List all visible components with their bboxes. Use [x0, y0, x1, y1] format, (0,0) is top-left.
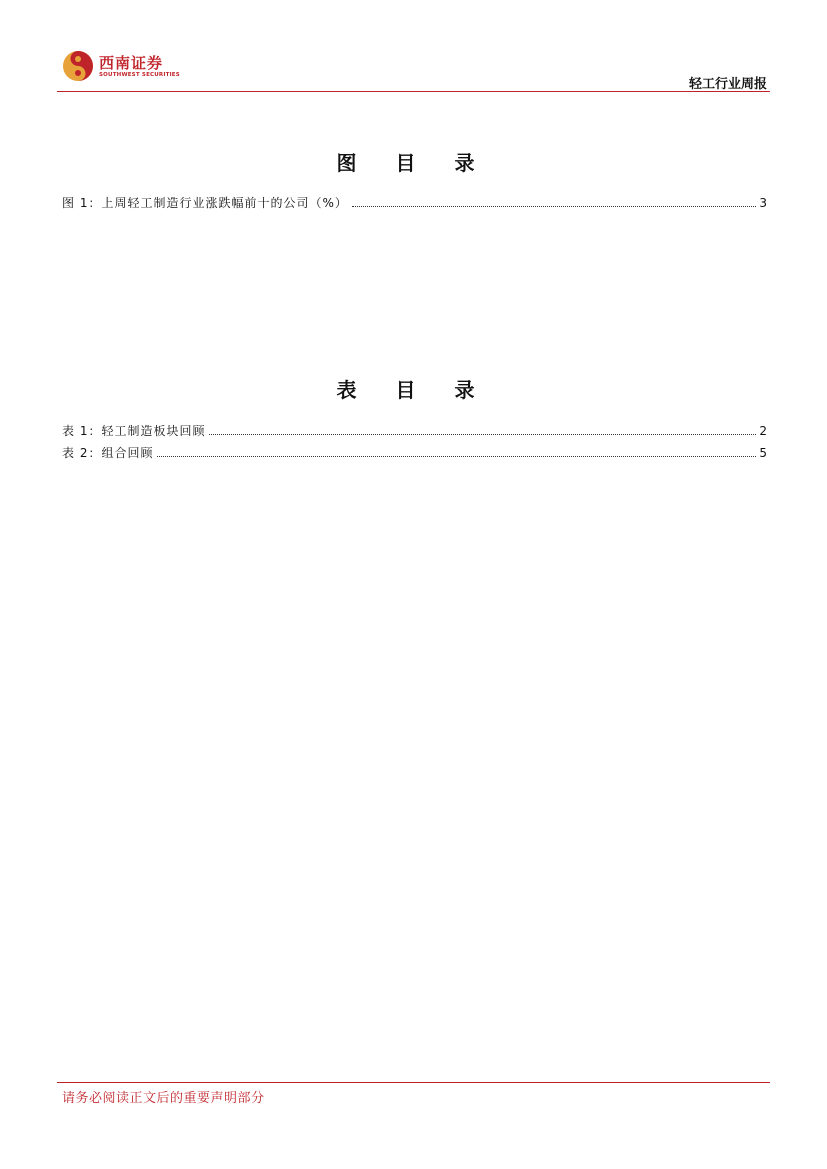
toc-entry-label: 图 1：上周轻工制造行业涨跌幅前十的公司（%） [62, 196, 348, 210]
company-logo [62, 50, 180, 82]
toc-page-number: 2 [759, 424, 767, 438]
figures-toc-title: 图 目 录 [336, 151, 491, 175]
tables-toc-title: 表 目 录 [336, 378, 491, 402]
toc-entry-label: 表 1：轻工制造板块回顾 [62, 424, 206, 438]
footer-disclaimer: 请务必阅读正文后的重要声明部分 [62, 1091, 265, 1106]
logo-english-name: SOUTHWEST SECURITIES [99, 71, 180, 78]
toc-entry-table-2[interactable] [62, 445, 767, 461]
page-header [0, 0, 827, 100]
toc-page-number: 3 [759, 196, 767, 210]
toc-leader-dots [352, 206, 757, 207]
report-type-label: 轻工行业周报 [688, 77, 767, 92]
toc-page-number: 5 [759, 446, 767, 460]
toc-entry-label: 表 2：组合回顾 [62, 446, 154, 460]
toc-leader-dots [209, 434, 756, 435]
toc-leader-dots [157, 456, 756, 457]
logo-chinese-name: 西南证券 [99, 53, 164, 72]
header-divider [57, 91, 770, 92]
footer-divider [57, 1082, 770, 1083]
logo-emblem-icon [62, 50, 94, 82]
toc-entry-table-1[interactable] [62, 423, 767, 439]
toc-entry-figure-1[interactable] [62, 195, 767, 211]
